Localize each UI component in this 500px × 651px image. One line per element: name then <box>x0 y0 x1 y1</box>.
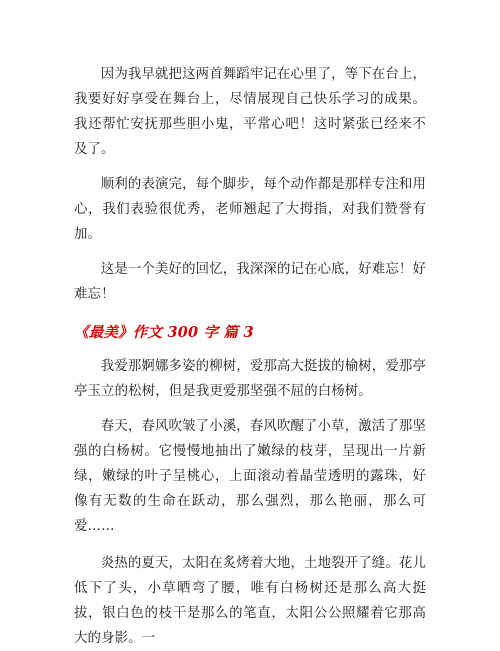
paragraph-spring: 春天，春风吹皱了小溪，春风吹醒了小草，激活了那坚强的白杨树。它慢慢地抽出了嫩绿的枝芽，呈现出一片新绿，嫩绿的叶子呈桃心，上面滚动着晶莹透明的露珠，好像有无数的生命在跃动，那么强烈，那么艳丽，那么可爱…… <box>74 419 426 534</box>
paragraph-performance: 顺利的表演完，每个脚步，每个动作都是那样专注和用心，我们表验很优秀，老师翘起了大拇指，对我们赞誉有加。 <box>74 177 426 242</box>
paragraph-unforgettable: 这是一个美好的回忆，我深深的记在心底，好难忘！好难忘！ <box>74 262 426 302</box>
paragraph-dance-memory: 因为我早就把这两首舞蹈牢记在心里了，等下在台上，我要好好享受在舞台上，尽情展现自己快乐学习的成果。我还帮忙安抚那些胆小鬼，平常心吧！这时紧张已经来不及了。 <box>74 67 426 157</box>
essay-heading: 《最美》作文 300 字 篇 3 <box>74 324 254 341</box>
paragraph-summer: 炎热的夏天，太阳在炙烤着大地，土地裂开了缝。花儿低下了头，小草晒弯了腰，唯有白杨树还是那么高大挺拔，银白色的枝干是那么的笔直，太阳公公照耀着它那高大的身影。一 <box>74 556 426 646</box>
document-page <box>74 62 426 651</box>
paragraph-trees-intro: 我爱那婀娜多姿的柳树，爱那高大挺拔的榆树，爱那亭亭玉立的松树，但是我更爱那坚强不屈的白杨树。 <box>74 359 426 399</box>
